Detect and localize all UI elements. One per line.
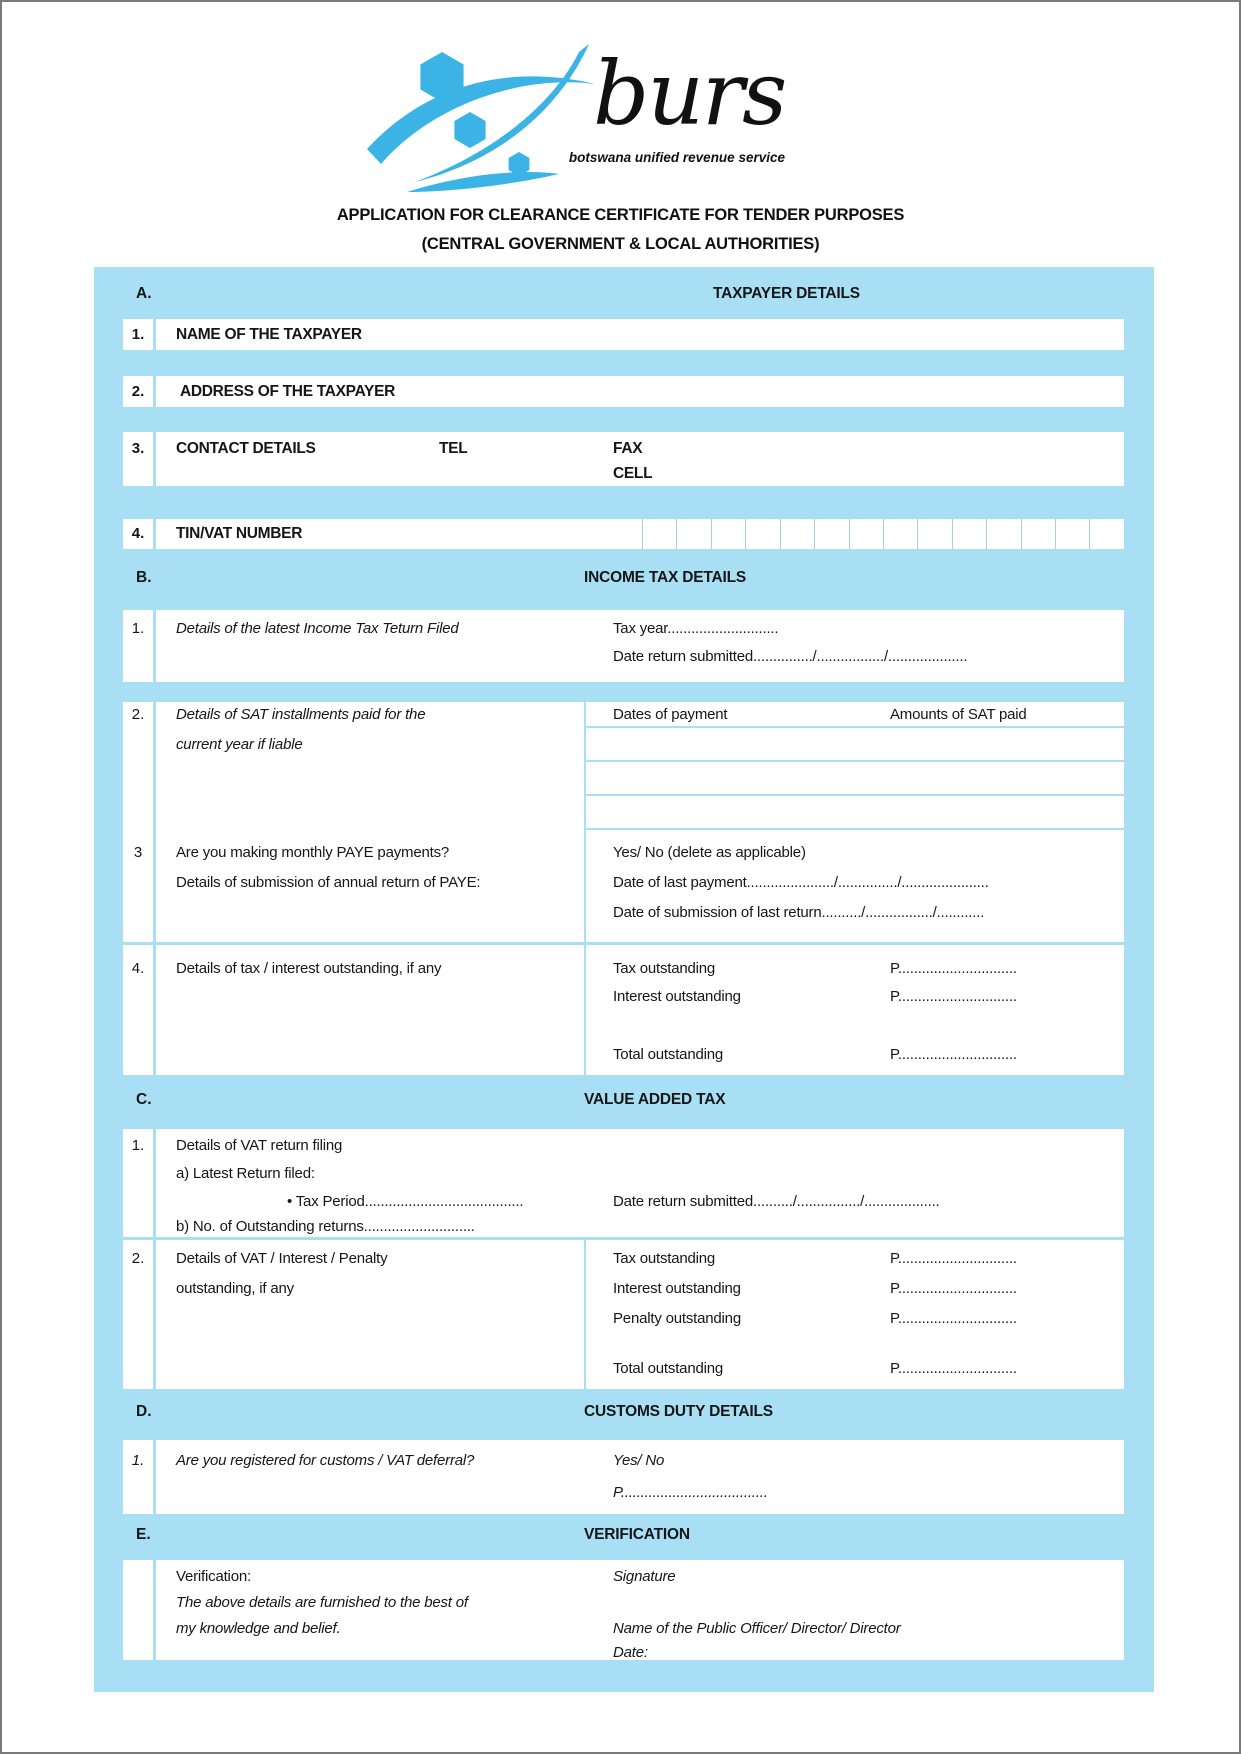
form-panel (94, 267, 1154, 1692)
penalty-outstanding-label: Penalty outstanding (613, 1310, 741, 1327)
row-number: 1. (131, 620, 145, 637)
tin-cell (883, 519, 917, 549)
tin-cell (917, 519, 951, 549)
date-return-submitted-line: Date return submitted........../................/................... (613, 1193, 940, 1210)
paye-yes-no-line: Yes/ No (delete as applicable) (613, 844, 806, 861)
tax-outstanding-amount-line: P.............................. (890, 960, 1017, 977)
payment-subrow-line (584, 726, 1124, 728)
number-divider (153, 1240, 156, 1389)
amounts-of-sat-header: Amounts of SAT paid (890, 706, 1027, 723)
number-divider (153, 1129, 156, 1237)
total-outstanding-amount-line: P.............................. (890, 1360, 1017, 1377)
burs-logo (367, 44, 791, 184)
number-divider (153, 519, 156, 549)
latest-return-label: Details of the latest Income Tax Teturn Filed (176, 620, 459, 637)
name-of-taxpayer-label: NAME OF THE TAXPAYER (176, 326, 362, 343)
row-vat-return-filing (123, 1129, 1124, 1237)
row-number: 4. (131, 525, 145, 542)
latest-return-filed-label: a) Latest Return filed: (176, 1165, 315, 1182)
tin-cell (1055, 519, 1089, 549)
paye-annual-return-label: Details of submission of annual return of PAYE: (176, 874, 481, 891)
burs-tagline: botswana unified revenue service (568, 150, 785, 165)
tax-interest-outstanding-label: Details of tax / interest outstanding, if any (176, 960, 442, 977)
date-label: Date: (613, 1644, 648, 1661)
date-of-last-return-line: Date of submission of last return........../................./............ (613, 904, 985, 921)
public-officer-name-label: Name of the Public Officer/ Director/ Director (613, 1620, 901, 1637)
number-divider (153, 319, 156, 350)
section-d-title: CUSTOMS DUTY DETAILS (584, 1403, 773, 1420)
customs-yes-no-line: Yes/ No (613, 1452, 665, 1469)
verification-statement-2: my knowledge and belief. (176, 1620, 341, 1637)
outstanding-returns-line: b) No. of Outstanding returns............................ (176, 1218, 475, 1235)
row-number: 1. (131, 1137, 145, 1154)
sat-installments-label-2: current year if liable (176, 736, 303, 753)
tin-cell (1021, 519, 1055, 549)
total-outstanding-label: Total outstanding (613, 1046, 724, 1063)
customs-deferral-question-label: Are you registered for customs / VAT deferral? (176, 1452, 475, 1469)
section-b-title: INCOME TAX DETAILS (584, 569, 747, 586)
section-b-id: B. (136, 569, 152, 586)
row-name-of-taxpayer (123, 319, 1124, 350)
section-e-title: VERIFICATION (584, 1526, 690, 1543)
total-outstanding-amount-line: P.............................. (890, 1046, 1017, 1063)
row-divider-line (123, 942, 1124, 945)
row-number: 2. (131, 1250, 145, 1267)
vat-return-filing-label: Details of VAT return filing (176, 1137, 343, 1154)
row-address-of-taxpayer (123, 376, 1124, 407)
tel-label: TEL (439, 440, 468, 457)
burs-wordmark: burs (593, 42, 786, 145)
number-divider (153, 376, 156, 407)
row-number: 1. (131, 1452, 145, 1469)
tin-cell (642, 519, 676, 549)
interest-outstanding-label: Interest outstanding (613, 1280, 741, 1297)
row-vat-outstanding (123, 1240, 1124, 1389)
row-number: 2. (131, 706, 145, 723)
number-divider (153, 702, 156, 1075)
tin-cell (780, 519, 814, 549)
tin-cell (952, 519, 986, 549)
sat-installments-label-1: Details of SAT installments paid for the (176, 706, 426, 723)
tax-year-line: Tax year............................ (613, 620, 779, 637)
row-number: 1. (131, 326, 145, 343)
row-number: 2. (131, 383, 145, 400)
penalty-outstanding-amount-line: P.............................. (890, 1310, 1017, 1327)
tax-period-line: • Tax Period........................................ (287, 1193, 524, 1210)
contact-details-label: CONTACT DETAILS (176, 440, 316, 457)
rows-b2-b4-block (123, 702, 1124, 1075)
row-verification (123, 1560, 1124, 1660)
tin-box-row (642, 519, 1124, 549)
number-divider (153, 432, 156, 486)
tin-cell (711, 519, 745, 549)
column-divider (584, 702, 586, 1075)
payment-subrow-line (584, 794, 1124, 796)
row-tin-vat-number (123, 519, 1124, 549)
section-a-title: TAXPAYER DETAILS (713, 285, 860, 302)
burs-swoosh-icon (367, 44, 599, 194)
tin-cell (986, 519, 1020, 549)
customs-amount-line: P..................................... (613, 1484, 768, 1501)
dates-of-payment-header: Dates of payment (613, 706, 728, 723)
row-number: 3 (133, 844, 143, 861)
date-of-last-payment-line: Date of last payment....................../.............../...................... (613, 874, 989, 891)
section-c-title: VALUE ADDED TAX (584, 1091, 726, 1108)
vat-interest-penalty-label-2: outstanding, if any (176, 1280, 294, 1297)
tin-cell (676, 519, 710, 549)
row-contact-details (123, 432, 1124, 486)
number-divider (153, 1560, 156, 1660)
tax-outstanding-amount-line: P.............................. (890, 1250, 1017, 1267)
form-title: APPLICATION FOR CLEARANCE CERTIFICATE FOR TENDER PURPOSES (336, 206, 905, 224)
payment-subrow-line (584, 828, 1124, 830)
date-return-submitted-line: Date return submitted.............../................./.................... (613, 648, 968, 665)
tin-cell (1089, 519, 1123, 549)
form-subtitle: (CENTRAL GOVERNMENT & LOCAL AUTHORITIES) (421, 235, 820, 253)
tin-cell (849, 519, 883, 549)
section-d-id: D. (136, 1403, 152, 1420)
verification-label: Verification: (176, 1568, 251, 1585)
tax-outstanding-label: Tax outstanding (613, 1250, 716, 1267)
tin-cell (814, 519, 848, 549)
payment-subrow-line (584, 760, 1124, 762)
verification-statement-1: The above details are furnished to the best of (176, 1594, 468, 1611)
section-e-id: E. (136, 1526, 151, 1543)
interest-outstanding-amount-line: P.............................. (890, 988, 1017, 1005)
row-number: 4. (131, 960, 145, 977)
signature-label: Signature (613, 1568, 676, 1585)
row-number: 3. (131, 440, 145, 457)
fax-label: FAX (613, 440, 643, 457)
total-outstanding-label: Total outstanding (613, 1360, 724, 1377)
column-divider (584, 1240, 586, 1389)
interest-outstanding-label: Interest outstanding (613, 988, 741, 1005)
address-of-taxpayer-label: ADDRESS OF THE TAXPAYER (180, 383, 396, 400)
tin-vat-number-label: TIN/VAT NUMBER (176, 525, 303, 542)
paye-question-label: Are you making monthly PAYE payments? (176, 844, 450, 861)
number-divider (153, 1440, 156, 1514)
row-latest-income-tax-return (123, 610, 1124, 682)
number-divider (153, 610, 156, 682)
section-c-id: C. (136, 1091, 152, 1108)
tin-cell (745, 519, 779, 549)
section-a-id: A. (136, 285, 152, 302)
cell-label: CELL (613, 465, 653, 482)
vat-interest-penalty-label-1: Details of VAT / Interest / Penalty (176, 1250, 388, 1267)
tax-outstanding-label: Tax outstanding (613, 960, 716, 977)
row-customs-registration (123, 1440, 1124, 1514)
interest-outstanding-amount-line: P.............................. (890, 1280, 1017, 1297)
